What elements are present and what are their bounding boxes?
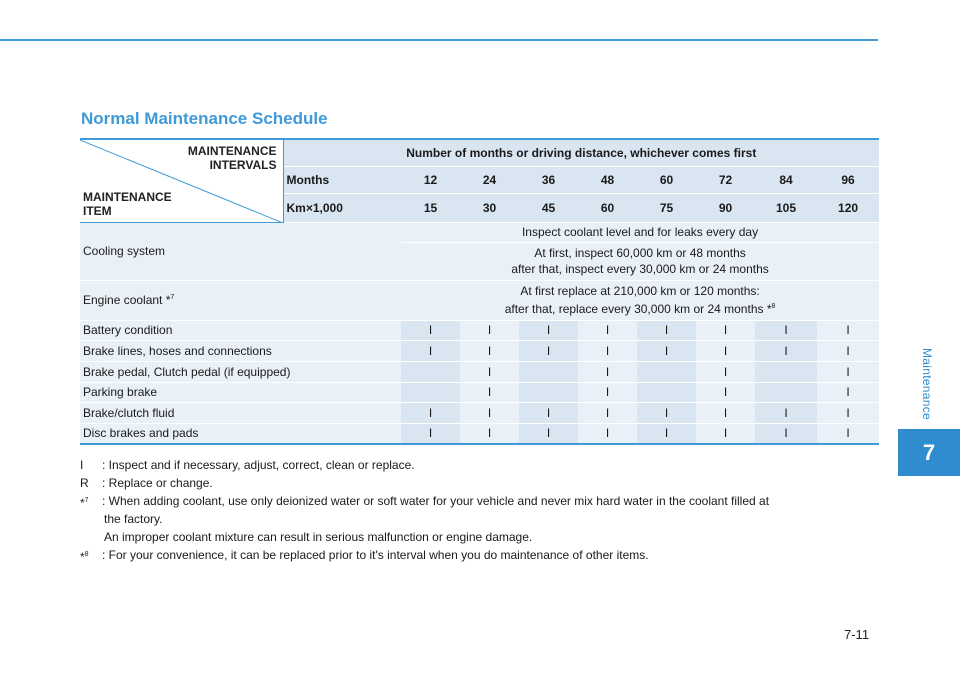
interval-span-title: Number of months or driving distance, whichever comes first (283, 139, 879, 166)
legend (80, 456, 880, 564)
month-value: 96 (817, 166, 879, 193)
interval-mark: I (460, 382, 519, 402)
interval-mark: I (401, 340, 460, 361)
interval-mark: I (755, 423, 817, 444)
interval-mark (637, 382, 696, 402)
footnote-7: *$^7$ : When adding coolant, use only deionized water or soft water for your vehicle and never mix hard water in the coolant filled at (80, 494, 770, 510)
cooling-daily-note: Inspect coolant level and for leaks every day (401, 222, 879, 242)
table-row (80, 402, 879, 423)
month-value: 60 (637, 166, 696, 193)
km-value: 90 (696, 193, 755, 222)
page-title: Normal Maintenance Schedule (81, 109, 328, 128)
interval-mark: I (460, 340, 519, 361)
interval-mark (755, 361, 817, 382)
interval-mark: I (578, 382, 637, 402)
month-value: 84 (755, 166, 817, 193)
table-row (80, 361, 879, 382)
km-value: 75 (637, 193, 696, 222)
interval-mark: I (637, 340, 696, 361)
interval-mark: I (519, 423, 578, 444)
interval-mark (755, 382, 817, 402)
table-row (80, 340, 879, 361)
month-value: 48 (578, 166, 637, 193)
header-corner-cell (80, 139, 283, 222)
coolant-interval-note: At first replace at 210,000 km or 120 months: after that, replace every 30,000 km or 24 months *$^8$ (401, 280, 879, 320)
side-tab-label-text: Maintenance (919, 347, 934, 421)
interval-mark: I (460, 423, 519, 444)
page-number: 7-11 (844, 627, 870, 642)
interval-mark: I (696, 320, 755, 340)
item-parking-brake: Parking brake (80, 382, 401, 402)
interval-mark: I (696, 382, 755, 402)
table-row (80, 423, 879, 444)
months-label: Months (283, 166, 401, 193)
item-brake-pedal: Brake pedal, Clutch pedal (if equipped) (80, 361, 401, 382)
interval-mark: I (696, 340, 755, 361)
interval-mark: I (817, 361, 879, 382)
interval-mark (637, 361, 696, 382)
month-value: 72 (696, 166, 755, 193)
interval-mark: I (460, 361, 519, 382)
interval-mark: I (817, 423, 879, 444)
legend-inspect: I : Inspect and if necessary, adjust, correct, clean or replace. (80, 458, 415, 472)
coolant-row (80, 280, 879, 320)
km-value: 105 (755, 193, 817, 222)
engine-coolant-item: Engine coolant *$^7$ (80, 280, 401, 320)
intervals-label: MAINTENANCE INTERVALS (187, 144, 277, 172)
interval-mark: I (578, 423, 637, 444)
km-value: 120 (817, 193, 879, 222)
item-brake-fluid: Brake/clutch fluid (80, 402, 401, 423)
interval-mark: I (578, 320, 637, 340)
interval-mark: I (755, 402, 817, 423)
km-label: Km×1,000 (283, 193, 401, 222)
maintenance-schedule-table (80, 138, 879, 445)
interval-mark: I (817, 402, 879, 423)
item-disc-brakes: Disc brakes and pads (80, 423, 401, 444)
interval-mark: I (637, 402, 696, 423)
month-value: 36 (519, 166, 578, 193)
interval-mark: I (637, 320, 696, 340)
interval-mark: I (755, 340, 817, 361)
interval-mark: I (817, 340, 879, 361)
cooling-interval-note: At first, inspect 60,000 km or 48 months after that, inspect every 30,000 km or 24 months (401, 242, 879, 280)
interval-mark (401, 382, 460, 402)
km-value: 15 (401, 193, 460, 222)
top-rule (0, 39, 878, 41)
item-brake-lines: Brake lines, hoses and connections (80, 340, 401, 361)
cooling-system-item: Cooling system (80, 222, 401, 280)
interval-mark: I (519, 402, 578, 423)
interval-mark: I (519, 320, 578, 340)
interval-mark: I (637, 423, 696, 444)
footnote-8-ref: 8 (771, 303, 776, 310)
interval-mark (519, 361, 578, 382)
interval-mark: I (460, 320, 519, 340)
interval-mark: I (696, 423, 755, 444)
km-value: 45 (519, 193, 578, 222)
interval-mark: I (696, 361, 755, 382)
cooling-row (80, 222, 879, 242)
header-row-span (80, 139, 879, 166)
chapter-number-tab[interactable]: 7 (898, 429, 960, 476)
interval-mark: I (696, 402, 755, 423)
interval-mark: I (755, 320, 817, 340)
interval-mark: I (817, 382, 879, 402)
km-value: 30 (460, 193, 519, 222)
interval-mark: I (401, 320, 460, 340)
interval-mark (401, 361, 460, 382)
table-row (80, 320, 879, 340)
interval-mark: I (460, 402, 519, 423)
footnote-7-ref: 7 (170, 294, 175, 301)
side-tab-label[interactable] (893, 340, 960, 428)
item-label: MAINTENANCE ITEM (83, 189, 172, 218)
interval-mark: I (401, 423, 460, 444)
item-battery: Battery condition (80, 320, 401, 340)
interval-mark: I (401, 402, 460, 423)
table-row (80, 382, 879, 402)
interval-mark: I (578, 402, 637, 423)
footnote-8: *$^8$ : For your convenience, it can be replaced prior to it's interval when you do maintenance of other items. (80, 548, 649, 564)
interval-mark: I (578, 340, 637, 361)
km-value: 60 (578, 193, 637, 222)
interval-mark (519, 382, 578, 402)
month-value: 24 (460, 166, 519, 193)
footnote-7-continued: the factory. An improper coolant mixture can result in serious malfunction or engine damage. (104, 512, 533, 544)
interval-mark: I (519, 340, 578, 361)
interval-mark: I (817, 320, 879, 340)
interval-mark: I (578, 361, 637, 382)
legend-replace: R : Replace or change. (80, 476, 213, 490)
month-value: 12 (401, 166, 460, 193)
